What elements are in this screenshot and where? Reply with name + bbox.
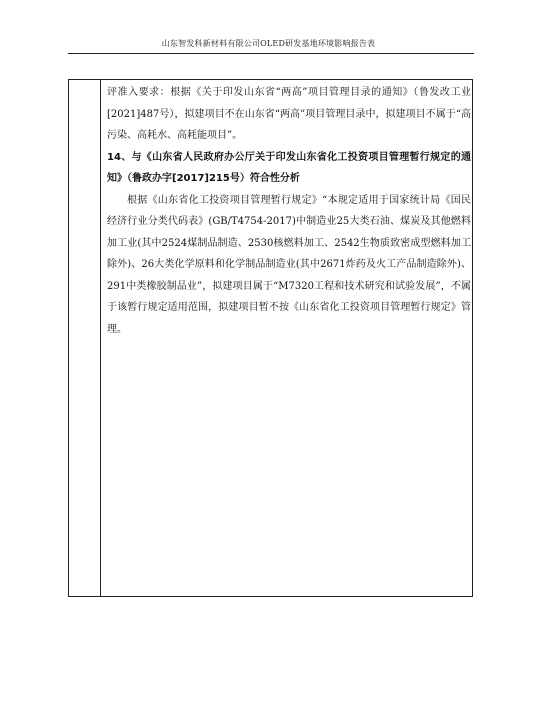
- table-content-cell: [107, 82, 471, 340]
- page-header-title: 山东智发科新材料有限公司OLED研发基地环境影响报告表: [161, 39, 376, 48]
- paragraph-chemical-regulation-analysis: 根据《山东省化工投资项目管理暂行规定》“本规定适用于国家统计局《国民经济行业分类代码表》(GB/T4754-2017)中制造业25大类石油、煤炭及其他燃料加工业(其中2524煤制品制造、2530核燃料加工、2542生物质致密成型燃料加工除外)、26大类化学原料和化学制品制造业(其中2671炸药及火工产品制造除外)、291中类橡胶制品业”，拟建项目属于“M7320工程和技术研究和试验发展”，不属于该暂行规定适用范围，拟建项目暂不按《山东省化工投资项目管理暂行规定》管理。: [107, 194, 471, 335]
- table-left-column: [69, 80, 101, 596]
- header-divider: [68, 53, 474, 54]
- content-table: [68, 79, 473, 597]
- section-heading-14: 14、与《山东省人民政府办公厅关于印发山东省化工投资项目管理暂行规定的通知》（鲁政办字[2017]215号）符合性分析: [107, 151, 471, 184]
- paragraph-two-high-compliance: 评准入要求：根据《关于印发山东省“两高”项目管理目录的通知》（鲁发改工业[2021]487号），拟建项目不在山东省“两高”项目管理目录中，拟建项目不属于“高污染、高耗水、高耗能项目”。: [107, 87, 471, 141]
